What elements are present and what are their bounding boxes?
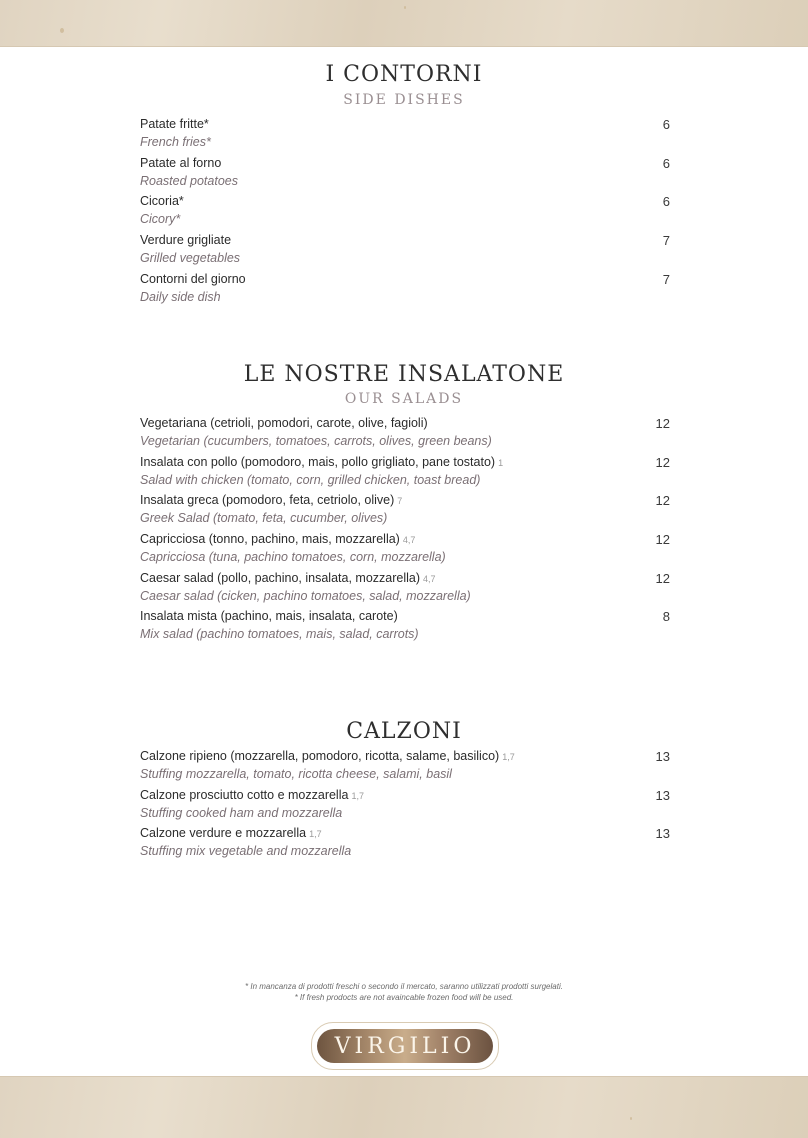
section-title-calzoni: CALZONI — [346, 719, 462, 744]
footnote-italian: * In mancanza di prodotti freschi o secondo il mercato, saranno utilizzati prodotti surgelati. — [245, 982, 563, 991]
item-price: 12 — [655, 571, 670, 586]
item-price: 12 — [655, 493, 670, 508]
item-name-it: Calzone verdure e mozzarella 1,7 — [140, 826, 322, 840]
item-price: 6 — [662, 156, 670, 171]
section-subtitle-our-salads: OUR SALADS — [344, 391, 464, 407]
item-name-it: Caesar salad (pollo, pachino, insalata, mozzarella) 4,7 — [140, 571, 436, 585]
section-subtitle-side-dishes: SIDE DISHES — [343, 92, 465, 108]
item-name-it: Vegetariana (cetrioli, pomodori, carote, olive, fagioli) — [140, 416, 428, 430]
menu-item — [140, 416, 670, 452]
item-price: 12 — [655, 532, 670, 547]
item-price: 6 — [662, 117, 670, 132]
menu-item — [140, 532, 670, 568]
item-name-en: Stuffing cooked ham and mozzarella — [140, 806, 343, 820]
allergen-codes: 1,7 — [309, 829, 322, 839]
allergen-codes: 4,7 — [402, 535, 416, 545]
allergen-codes: 4,7 — [423, 574, 436, 584]
item-name-en: Capricciosa (tuna, pachino tomatoes, corn, mozzarella) — [140, 550, 446, 564]
item-price: 8 — [662, 609, 670, 624]
menu-item — [140, 749, 670, 785]
item-name-en: Caesar salad (cicken, pachino tomatoes, salad, mozzarella) — [140, 589, 471, 603]
item-name-en: Stuffing mozzarella, tomato, ricotta cheese, salami, basil — [140, 767, 452, 781]
item-name-en: Mix salad (pachino tomatoes, mais, salad, carrots) — [140, 627, 419, 641]
menu-item — [140, 455, 670, 491]
texture-speck — [404, 6, 406, 9]
item-name-en: French fries* — [140, 135, 211, 149]
section-title-contorni: I CONTORNI — [325, 62, 483, 87]
texture-speck — [60, 28, 64, 33]
section-title-insalatone: LE NOSTRE INSALATONE — [243, 362, 565, 387]
item-name-it: Insalata greca (pomodoro, feta, cetriolo, olive) 7 — [140, 493, 403, 507]
restaurant-logo — [311, 1022, 499, 1070]
item-name-en: Salad with chicken (tomato, corn, grilled chicken, toast bread) — [140, 473, 481, 487]
footnote-english: * If fresh prodocts are not avaincable frozen food will be used. — [294, 993, 514, 1002]
menu-item — [140, 609, 670, 645]
menu-item — [140, 233, 670, 269]
item-price: 12 — [655, 455, 670, 470]
item-price: 13 — [655, 826, 670, 841]
item-name-en: Daily side dish — [140, 290, 221, 304]
item-name-it: Contorni del giorno — [140, 272, 246, 286]
item-name-en: Cicory* — [140, 212, 181, 226]
item-name-en: Stuffing mix vegetable and mozzarella — [140, 844, 352, 858]
item-name-it: Capricciosa (tonno, pachino, mais, mozzarella) 4,7 — [140, 532, 416, 546]
allergen-codes: 1 — [498, 458, 504, 468]
menu-item — [140, 156, 670, 192]
item-price: 6 — [662, 194, 670, 209]
item-name-en: Grilled vegetables — [140, 251, 241, 265]
item-name-it: Calzone prosciutto cotto e mozzarella 1,7 — [140, 788, 364, 802]
item-name-it: Patate fritte* — [140, 117, 209, 131]
allergen-codes: 7 — [397, 496, 403, 506]
logo-text: VIRGILIO — [317, 1029, 493, 1063]
allergen-codes: 1,7 — [351, 791, 364, 801]
item-name-it: Patate al forno — [140, 156, 222, 170]
item-price: 7 — [662, 272, 670, 287]
item-name-it: Insalata mista (pachino, mais, insalata, carote) — [140, 609, 398, 623]
top-marble-band — [0, 0, 808, 47]
item-name-it: Insalata con pollo (pomodoro, mais, pollo grigliato, pane tostato) 1 — [140, 455, 504, 469]
texture-speck — [630, 1117, 632, 1120]
item-price: 13 — [655, 749, 670, 764]
menu-item — [140, 194, 670, 230]
item-price: 7 — [662, 233, 670, 248]
menu-item — [140, 571, 670, 607]
menu-item — [140, 826, 670, 862]
item-name-it: Verdure grigliate — [140, 233, 232, 247]
menu-item — [140, 272, 670, 308]
menu-item — [140, 788, 670, 824]
menu-item — [140, 117, 670, 153]
item-name-en: Greek Salad (tomato, feta, cucumber, olives) — [140, 511, 388, 525]
allergen-codes: 1,7 — [502, 752, 515, 762]
item-name-it: Calzone ripieno (mozzarella, pomodoro, ricotta, salame, basilico) 1,7 — [140, 749, 515, 763]
item-name-en: Roasted potatoes — [140, 174, 238, 188]
menu-item — [140, 493, 670, 529]
item-price: 13 — [655, 788, 670, 803]
bottom-marble-band — [0, 1076, 808, 1138]
item-name-en: Vegetarian (cucumbers, tomatoes, carrots, olives, green beans) — [140, 434, 492, 448]
item-name-it: Cicoria* — [140, 194, 184, 208]
item-price: 12 — [655, 416, 670, 431]
